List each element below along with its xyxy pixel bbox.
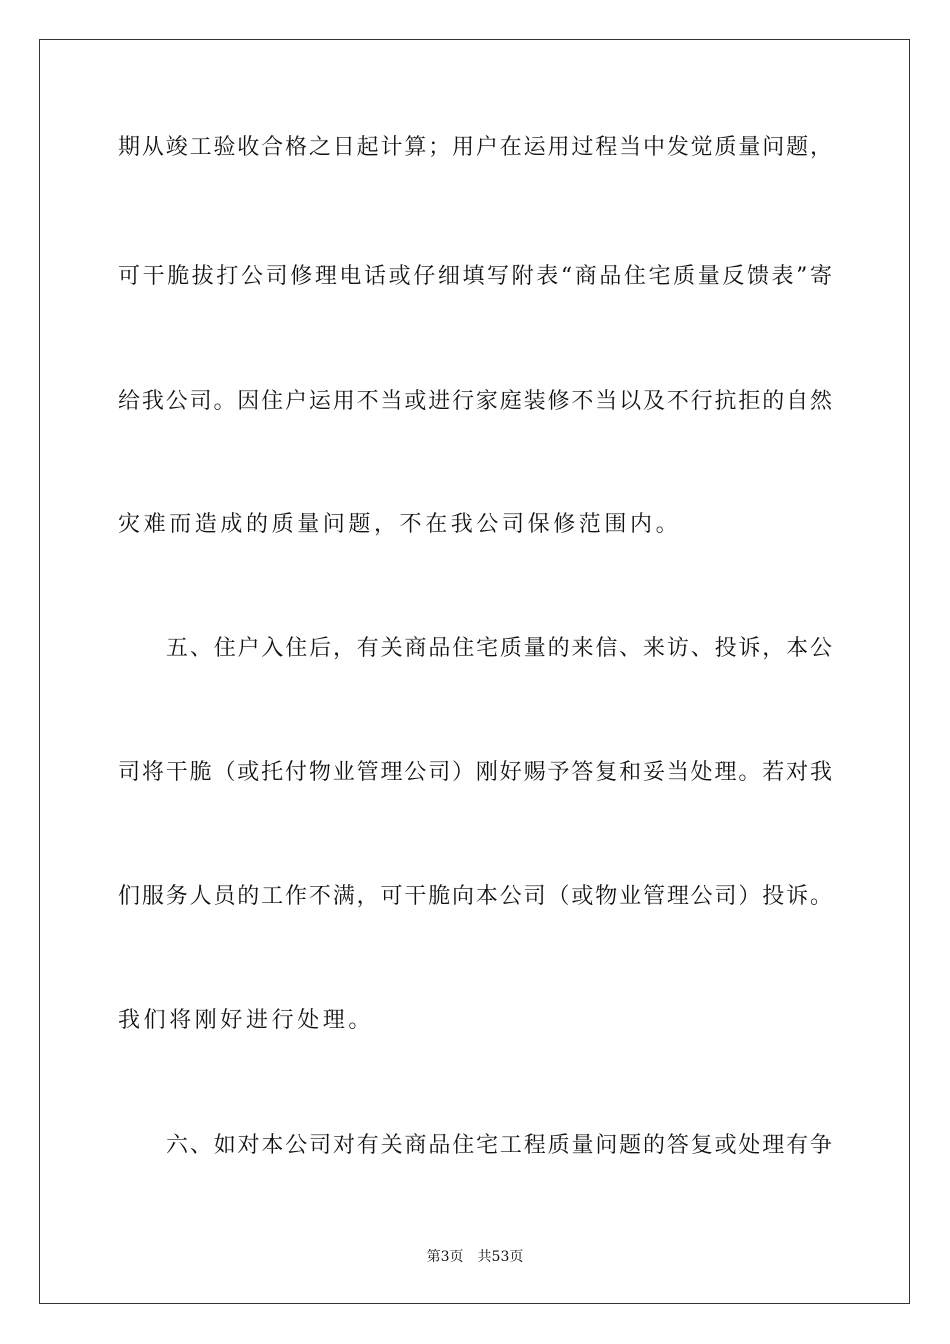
page-number: 第3页 (426, 1249, 464, 1265)
text-line-4: 灾难而造成的质量问题，不在我公司保修范围内。 (118, 512, 682, 537)
text-line-8: 我们将刚好进行处理。 (118, 1008, 375, 1033)
text-line-3: 给我公司。因住户运用不当或进行家庭装修不当以及不行抗拒的自然 (118, 389, 832, 414)
page-border (39, 39, 910, 1304)
paragraph-6-line-1: 六、如对本公司对有关商品住宅工程质量问题的答复或处理有争 (166, 1133, 832, 1158)
paragraph-5-line-1: 五、住户入住后，有关商品住宅质量的来信、来访、投诉，本公 (166, 636, 832, 661)
text-line-1: 期从竣工验收合格之日起计算；用户在运用过程当中发觉质量问题， (118, 135, 832, 160)
page-total: 共53页 (477, 1249, 524, 1265)
text-line-7: 们服务人员的工作不满，可干脆向本公司（或物业管理公司）投诉。 (118, 884, 832, 909)
page-footer (0, 1248, 950, 1266)
text-line-6: 司将干脆（或托付物业管理公司）刚好赐予答复和妥当处理。若对我 (118, 760, 832, 785)
text-line-2: 可干脆拔打公司修理电话或仔细填写附表“商品住宅质量反馈表”寄 (118, 264, 832, 289)
